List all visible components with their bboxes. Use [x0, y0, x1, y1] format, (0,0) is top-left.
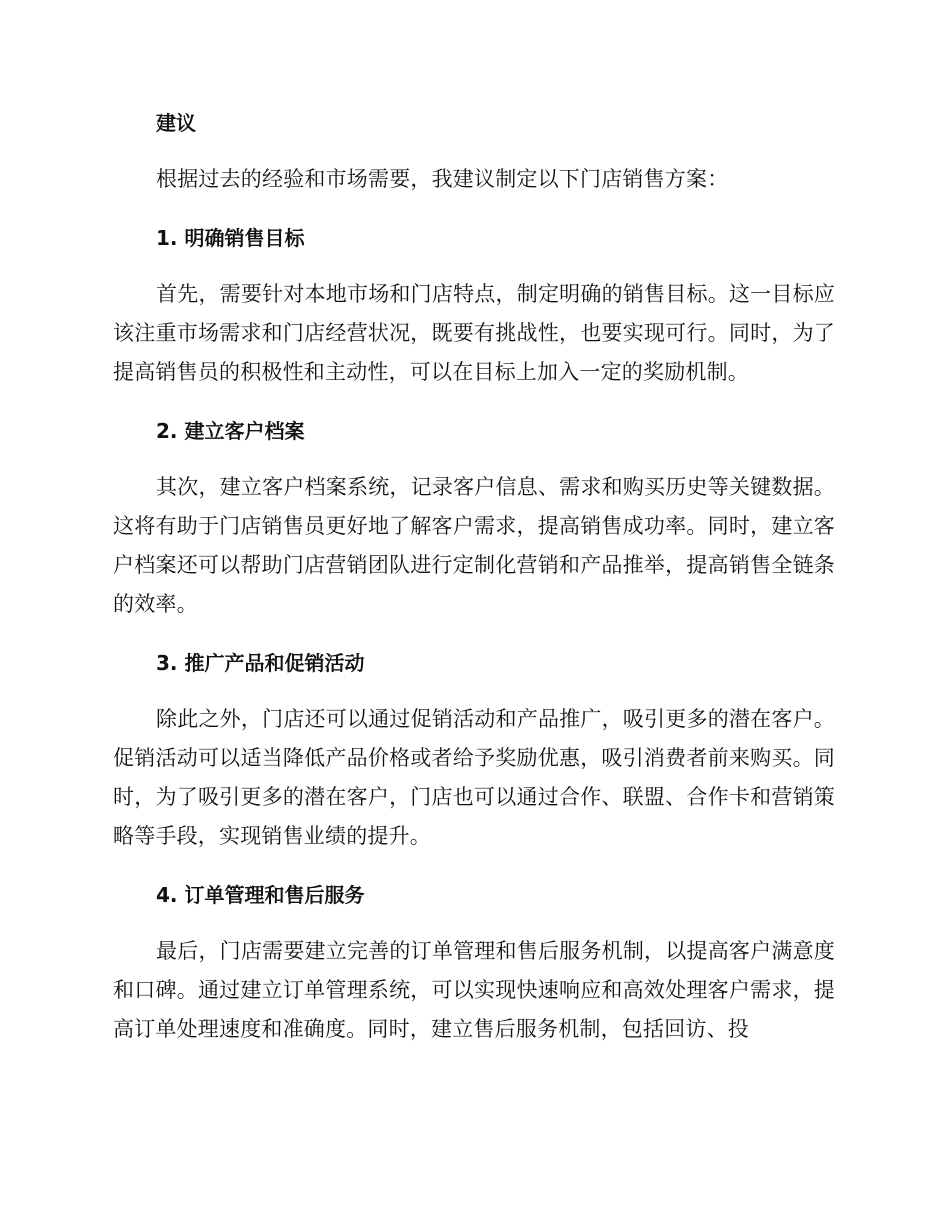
spacer [113, 856, 835, 880]
section-heading-3: 3. 推广产品和促销活动 [156, 651, 365, 675]
spacer [113, 253, 835, 275]
spacer [113, 138, 835, 160]
spacer [113, 446, 835, 468]
intro-paragraph: 根据过去的经验和市场需要，我建议制定以下门店销售方案： [156, 167, 729, 191]
section-body-1: 首先，需要针对本地市场和门店特点，制定明确的销售目标。这一目标应该注重市场需求和门店经营状况，既要有挑战性，也要实现可行。同时，为了提高销售员的积极性和主动性，可以在目标上加入一定的奖励机制。 [113, 282, 835, 384]
document-title: 建议 [156, 111, 196, 135]
section-heading-4: 4. 订单管理和售后服务 [156, 883, 365, 907]
section-body-4: 最后，门店需要建立完善的订单管理和售后服务机制，以提高客户满意度和口碑。通过建立订单管理系统，可以实现快速响应和高效处理客户需求，提高订单处理速度和准确度。同时，建立售后服务机制，包括回访、投 [113, 939, 835, 1041]
spacer [113, 624, 835, 648]
section-body-2: 其次，建立客户档案系统，记录客户信息、需求和购买历史等关键数据。这将有助于门店销售员更好地了解客户需求，提高销售成功率。同时，建立客户档案还可以帮助门店营销团队进行定制化营销和产品推举，提高销售全链条的效率。 [113, 475, 835, 616]
section-heading-2: 2. 建立客户档案 [156, 419, 305, 443]
spacer [113, 392, 835, 416]
spacer [113, 678, 835, 700]
spacer [113, 910, 835, 932]
section-body-3: 除此之外，门店还可以通过促销活动和产品推广，吸引更多的潜在客户。促销活动可以适当降低产品价格或者给予奖励优惠，吸引消费者前来购买。同时，为了吸引更多的潜在客户，门店也可以通过合作、联盟、合作卡和营销策略等手段，实现销售业绩的提升。 [113, 707, 835, 848]
section-heading-1: 1. 明确销售目标 [156, 226, 305, 250]
spacer [113, 199, 835, 223]
document-page [113, 108, 835, 1049]
